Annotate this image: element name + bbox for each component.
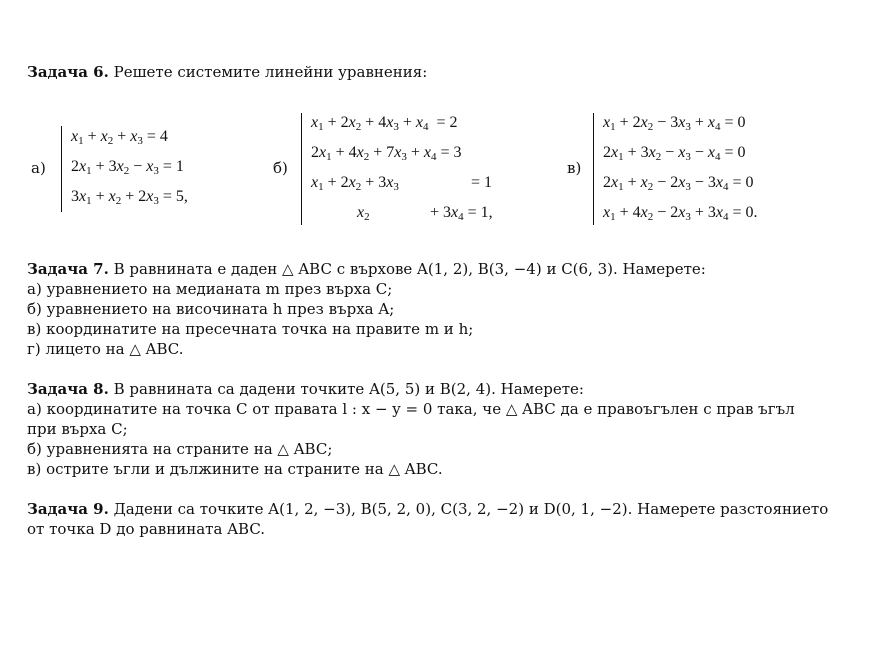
system-c-eq3: $2x_1 + x_2 - 2x_3 - 3x_4 = 0$ [603,174,754,193]
task7-item-a: а) уравнението на медианата m през върха C; [27,280,393,298]
system-a-eq1: $x_1 + x_2 + x_3 = 4$ [71,128,168,147]
task9-text-line1: Дадени са точките A(1, 2, −3), B(5, 2, 0), C(3, 2, −2) и D(0, 1, −2). Намерете разстоянието [108,500,829,518]
task7-heading [27,259,706,279]
system-c-eq2: $2x_1 + 3x_2 - x_3 - x_4 = 0$ [603,144,746,163]
system-b-eq1: $x_1 + 2x_2 + 4x_3 + x_4 = 2$ [311,114,458,133]
task7-title: Задача 7. [27,260,109,278]
system-b-eq2: $2x_1 + 4x_2 + 7x_3 + x_4 = 3$ [311,144,462,163]
task9-title: Задача 9. [27,500,109,518]
system-b-bar [301,113,302,225]
system-a-label: а) [31,159,46,177]
task6-heading [27,62,427,82]
system-c-label: в) [567,159,582,177]
task8-title: Задача 8. [27,380,109,398]
system-b-eq3-rhs: = 1 [471,174,493,191]
system-a-eq3: $3x_1 + x_2 + 2x_3 = 5$, [71,188,188,207]
system-c-bar [593,113,594,225]
system-a-eq2: $2x_1 + 3x_2 - x_3 = 1$ [71,158,184,177]
task8-item-a: а) координатите на точка C от правата l : x − y = 0 така, че △ ABC да е правоъгълен с прав ъгъл [27,400,795,418]
system-b-eq3: $x_1 + 2x_2 + 3x_3$ [311,174,399,193]
task8-heading [27,379,584,399]
task7-item-c: в) координатите на пресечната точка на правите m и h; [27,320,474,338]
task7-intro: В равнината е даден △ ABC с върхове A(1, 2), B(3, −4) и C(6, 3). Намерете: [108,260,706,278]
task9-heading [27,499,828,519]
system-b-eq4: $x_2$ [357,204,370,223]
task8-item-a-cont: при върха C; [27,420,128,438]
task8-intro: В равнината са дадени точките A(5, 5) и B(2, 4). Намерете: [108,380,584,398]
task8-item-c: в) острите ъгли и дължините на страните на △ ABC. [27,460,443,478]
task6-title: Задача 6. [27,63,109,81]
task9-text-line2: от точка D до равнината ABC. [27,520,266,538]
system-a-bar [61,126,62,212]
system-b-eq4-rest: + $3x_4 = 1$, [430,204,493,223]
task6-text: Решете системите линейни уравнения: [108,63,428,81]
task7-item-d: г) лицето на △ ABC. [27,340,184,358]
task8-item-b: б) уравненията на страните на △ ABC; [27,440,333,458]
task7-item-b: б) уравнението на височината h през върха A; [27,300,395,318]
system-c-eq1: $x_1 + 2x_2 - 3x_3 + x_4 = 0$ [603,114,746,133]
system-b-label: б) [273,159,288,177]
system-c-eq4: $x_1 + 4x_2 - 2x_3 + 3x_4 = 0$. [603,204,758,223]
